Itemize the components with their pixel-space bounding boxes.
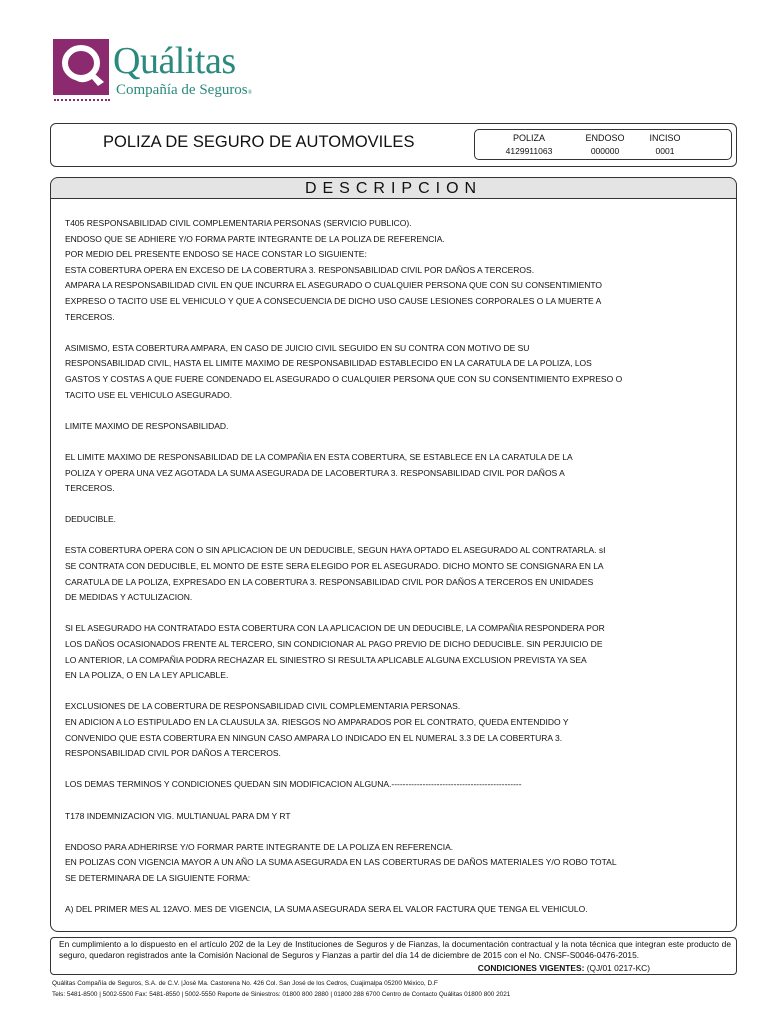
description-line: SE DETERMINARA DE LA SIGUIENTE FORMA:: [65, 872, 251, 883]
description-line: CARATULA DE LA POLIZA, EXPRESADO EN LA COBERTURA 3. RESPONSABILIDAD CIVIL POR DAÑOS A TERCEROS EN UNIDADES: [65, 576, 594, 587]
description-text: [65, 216, 705, 918]
description-line: [65, 403, 705, 419]
description-line: EN POLIZAS CON VIGENCIA MAYOR A UN AÑO LA SUMA ASEGURADA EN LAS COBERTURAS DE DAÑOS MATERIALES Y/O ROBO TOTAL: [65, 857, 617, 868]
description-line: CONVENIDO QUE ESTA COBERTURA EN NINGUN CASO AMPARA LO INDICADO EN EL NUMERAL 3.3 DE LA COBERTURA 3.: [65, 732, 563, 743]
description-line: LO ANTERIOR, LA COMPAÑIA PODRA RECHAZAR EL SINIESTRO SI RESULTA APLICABLE ALGUNA EXCLUSION PREVISTA YA SEA: [65, 654, 587, 665]
description-line: SE CONTRATA CON DEDUCIBLE, EL MONTO DE ESTE SERA ELEGIDO POR EL ASEGURADO. DICHO MONTO SE CONSIGNARA EN LA: [65, 561, 604, 572]
description-line: POR MEDIO DEL PRESENTE ENDOSO SE HACE CONSTAR LO SIGUIENTE:: [65, 249, 367, 260]
description-line: [65, 434, 705, 450]
legal-text: En cumplimiento a lo dispuesto en el artículo 202 de la Ley de Instituciones de Seguros y de Fianzas, la documentación contractual y la nota técnica que integran este producto de seguro, quedaron registrados ante la Comisión Nacional de Seguros y Fianzas a partir del día 14 de diciembre de 2015 con el No. CNSF-S0046-0476-2015.: [59, 939, 731, 961]
conditions: [478, 963, 650, 974]
description-line: T405 RESPONSABILIDAD CIVIL COMPLEMENTARIA PERSONAS (SERVICIO PUBLICO).: [65, 218, 412, 228]
inciso-field: [625, 132, 705, 158]
description-line: ASIMISMO, ESTA COBERTURA AMPARA, EN CASO DE JUICIO CIVIL SEGUIDO EN SU CONTRA CON MOTIVO DE SU: [65, 342, 530, 353]
description-line: SI EL ASEGURADO HA CONTRATADO ESTA COBERTURA CON LA APLICACION DE UN DEDUCIBLE, LA COMPAÑIA RESPONDERA POR: [65, 623, 605, 634]
description-line: [65, 606, 705, 622]
inciso-value: 0001: [655, 146, 675, 156]
poliza-label: POLIZA: [512, 133, 545, 143]
description-line: RESPONSABILIDAD CIVIL, HASTA EL LIMITE MAXIMO DE RESPONSABILIDAD ESTABLECIDO EN LA CARATULA DE LA POLIZA, LOS: [65, 358, 592, 369]
inciso-label: INCISO: [649, 133, 681, 143]
description-line: TACITO USE EL VEHICULO ASEGURADO.: [65, 389, 233, 400]
brand-name: Quálitas: [113, 40, 236, 82]
company-logo: [52, 38, 253, 106]
description-line: T178 INDEMNIZACION VIG. MULTIANUAL PARA DM Y RT: [65, 810, 291, 821]
description-line: ENDOSO QUE SE ADHIERE Y/O FORMA PARTE INTEGRANTE DE LA POLIZA DE REFERENCIA.: [65, 233, 445, 244]
conditions-value: (QJ/01 0217-KC): [586, 963, 650, 973]
description-line: POLIZA Y OPERA UNA VEZ AGOTADA LA SUMA ASEGURADA DE LACOBERTURA 3. RESPONSABILIDAD CIVIL POR DAÑOS A: [65, 467, 565, 478]
brand-subtitle: Compañía de Seguros®: [116, 82, 253, 98]
description-line: EXPRESO O TACITO USE EL VEHICULO Y QUE A CONSECUENCIA DE DICHO USO CAUSE LESIONES CORPORALES O LA MUERTE A: [65, 295, 602, 306]
description-line: EN ADICION A LO ESTIPULADO EN LA CLAUSULA 3A. RIESGOS NO AMPARADOS POR EL CONTRATO, QUEDA ENTENDIDO Y: [65, 717, 569, 727]
legal-footer: [50, 937, 737, 975]
description-line: [65, 528, 705, 544]
description-line: [65, 325, 705, 341]
endoso-value: 000000: [590, 146, 620, 156]
poliza-value: 4129911063: [505, 146, 553, 156]
description-line: [65, 497, 705, 513]
description-line: [65, 793, 705, 809]
description-line: DE MEDIDAS Y ACTULIZACION.: [65, 592, 193, 603]
company-address: Quálitas Compañía de Seguros, S.A. de C.V. |José Ma. Castorena No. 426 Col. San José de los Cedros, Cuajimalpa 05200 México, D.F: [52, 980, 438, 987]
policy-header: [50, 123, 737, 167]
description-line: EXCLUSIONES DE LA COBERTURA DE RESPONSABILIDAD CIVIL COMPLEMENTARIA PERSONAS.: [65, 701, 461, 712]
company-phones: Tels: 5481-8500 | 5002-5500 Fax: 5481-8550 | 5002-5550 Reporte de Siniestros: 01800 800 2880 | 01800 288 6700 Centro de Contacto Quálitas 01800 800 2021: [52, 991, 511, 998]
description-line: ESTA COBERTURA OPERA CON O SIN APLICACION DE UN DEDUCIBLE, SEGUN HAYA OPTADO EL ASEGURADO AL CONTRATARLA. sI: [65, 545, 606, 556]
description-line: ESTA COBERTURA OPERA EN EXCESO DE LA COBERTURA 3. RESPONSABILIDAD CIVIL POR DAÑOS A TERCEROS.: [65, 264, 535, 275]
document-title: POLIZA DE SEGURO DE AUTOMOVILES: [103, 133, 415, 151]
description-line: DEDUCIBLE.: [65, 514, 117, 525]
description-line: RESPONSABILIDAD CIVIL POR DAÑOS A TERCEROS.: [65, 748, 281, 759]
logo-dotted-line: [54, 99, 110, 101]
description-line: EN LA POLIZA, O EN LA LEY APLICABLE.: [65, 670, 229, 681]
description-line: LOS DAÑOS OCASIONADOS FRENTE AL TERCERO, SIN CONDICIONAR AL PAGO PREVIO DE DICHO DEDUCIBLE. SIN PERJUICIO DE: [65, 639, 603, 650]
section-title: DESCRIPCION: [50, 177, 737, 199]
endoso-label: ENDOSO: [585, 133, 625, 143]
description-line: ENDOSO PARA ADHERIRSE Y/O FORMAR PARTE INTEGRANTE DE LA POLIZA EN REFERENCIA.: [65, 841, 454, 852]
company-info: [52, 978, 510, 1000]
conditions-label: CONDICIONES VIGENTES:: [477, 963, 585, 973]
description-line: TERCEROS.: [65, 311, 115, 322]
policy-identifiers: [474, 129, 732, 160]
description-line: A) DEL PRIMER MES AL 12AVO. MES DE VIGENCIA, LA SUMA ASEGURADA SERA EL VALOR FACTURA QUE TENGA EL VEHICULO.: [65, 904, 588, 915]
description-line: TERCEROS.: [65, 483, 115, 494]
description-line: [65, 762, 705, 778]
description-line: [65, 684, 705, 700]
description-line: LOS DEMAS TERMINOS Y CONDICIONES QUEDAN SIN MODIFICACION ALGUNA.----------------------------------------------: [65, 779, 522, 790]
description-line: AMPARA LA RESPONSABILIDAD CIVIL EN QUE INCURRA EL ASEGURADO O CUALQUIER PERSONA QUE CON SU CONSENTIMIENTO: [65, 280, 603, 291]
qualitas-q-icon: [52, 38, 110, 96]
description-line: [65, 824, 705, 840]
description-line: GASTOS Y COSTAS A QUE FUERE CONDENADO EL ASEGURADO O CUALQUIER PERSONA QUE CON SU CONSENTIMIENTO EXPRESO O: [65, 373, 623, 384]
description-line: [65, 887, 705, 903]
description-line: EL LIMITE MAXIMO DE RESPONSABILIDAD DE LA COMPAÑIA EN ESTA COBERTURA, SE ESTABLECE EN LA CARATULA DE LA: [65, 451, 573, 462]
description-line: LIMITE MAXIMO DE RESPONSABILIDAD.: [65, 420, 229, 431]
poliza-field: [489, 132, 569, 158]
